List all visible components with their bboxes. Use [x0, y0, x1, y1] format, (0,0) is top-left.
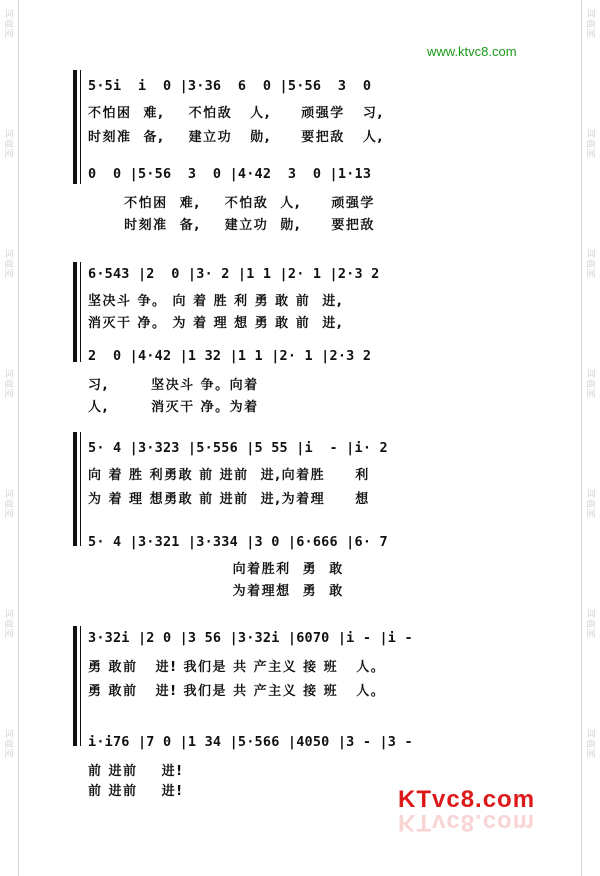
side-watermark-text: 词 曲 网: [586, 730, 596, 760]
brand-logo: KTvc8.com: [398, 786, 536, 813]
system-2-lower-lyric-1: 习, 坚决斗 争。向着: [88, 378, 259, 393]
system-4-lower-lyric-1: 前 进前 进!: [88, 764, 184, 779]
system-3-lower-lyric-1: 向着胜利 勇 敢: [88, 562, 344, 577]
side-watermark-text: 词 曲 网: [586, 370, 596, 400]
right-margin-line: [581, 0, 582, 876]
system-4-upper-lyric-1: 勇 敢前 进! 我们是 共 产主义 接 班 人。: [88, 660, 386, 675]
system-1-lower-lyric-2: 时刻准 备, 建立功 勋, 要把敌: [88, 218, 375, 233]
side-watermark-text: 词 曲 网: [4, 370, 14, 400]
system-3-upper-lyric-1: 向 着 胜 利勇敢 前 进前 进,向着胜 利: [88, 468, 370, 483]
system-4-upper-lyric-2: 勇 敢前 进! 我们是 共 产主义 接 班 人。: [88, 684, 386, 699]
system-4-lower-lyric-2: 前 进前 进!: [88, 784, 184, 799]
watermark-url: www.ktvc8.com: [427, 44, 517, 59]
side-watermark-text: 词 曲 网: [4, 730, 14, 760]
system-1-upper-notes: 5·5i i 0 |3·36 6 0 |5·56 3 0: [88, 78, 372, 94]
system-1-lower-notes: 0 0 |5·56 3 0 |4·42 3 0 |1·13: [88, 166, 372, 182]
system-2-upper-lyric-2: 消灭干 净。 为 着 理 想 勇 敢 前 进,: [88, 316, 344, 331]
side-watermark-text: 词 曲 网: [586, 130, 596, 160]
side-watermark-text: 词 曲 网: [4, 250, 14, 280]
system-3-lower-notes: 5· 4 |3·321 |3·334 |3 0 |6·666 |6· 7: [88, 534, 388, 550]
side-watermark-text: 词 曲 网: [4, 130, 14, 160]
side-watermark-text: 词 曲 网: [586, 250, 596, 280]
brand-logo-reflection: KTvc8.com: [398, 809, 536, 836]
system-3-upper-lyric-2: 为 着 理 想勇敢 前 进前 进,为着理 想: [88, 492, 370, 507]
left-margin-line: [18, 0, 19, 876]
system-1-upper-lyric-2: 时刻准 备, 建立功 勋, 要把敌 人,: [88, 130, 384, 145]
system-2-upper-lyric-1: 坚决斗 争。 向 着 胜 利 勇 敢 前 进,: [88, 294, 344, 309]
system-2-upper-notes: 6·543 |2 0 |3· 2 |1 1 |2· 1 |2·3 2: [88, 266, 380, 282]
side-watermark-text: 词 曲 网: [4, 610, 14, 640]
system-2-lower-lyric-2: 人, 消灭干 净。为着: [88, 400, 259, 415]
right-watermark-strip: [584, 0, 598, 876]
system-4-lower-notes: i·i76 |7 0 |1 34 |5·566 |4050 |3 - |3 -: [88, 734, 413, 750]
side-watermark-text: 词 曲 网: [586, 610, 596, 640]
side-watermark-text: 词 曲 网: [4, 490, 14, 520]
left-watermark-strip: [2, 0, 16, 876]
system-2-lower-notes: 2 0 |4·42 |1 32 |1 1 |2· 1 |2·3 2: [88, 348, 372, 364]
system-1-lower-lyric-1: 不怕困 难, 不怕敌 人, 顽强学: [88, 196, 375, 211]
system-3-upper-notes: 5· 4 |3·323 |5·556 |5 55 |i - |i· 2: [88, 440, 388, 456]
system-1-upper-lyric-1: 不怕困 难, 不怕敌 人, 顽强学 习,: [88, 106, 384, 121]
system-3-lower-lyric-2: 为着理想 勇 敢: [88, 584, 344, 599]
side-watermark-text: 词 曲 网: [586, 10, 596, 40]
system-4-upper-notes: 3·32i |2 0 |3 56 |3·32i |6070 |i - |i -: [88, 630, 413, 646]
side-watermark-text: 词 曲 网: [4, 10, 14, 40]
side-watermark-text: 词 曲 网: [586, 490, 596, 520]
